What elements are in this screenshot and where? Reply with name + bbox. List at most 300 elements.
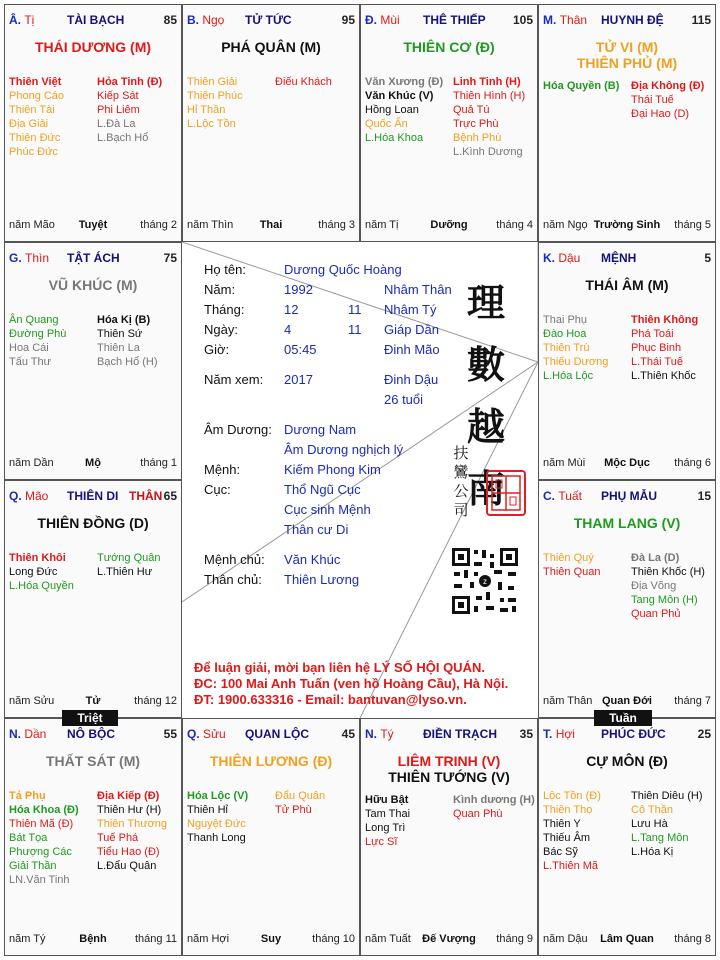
minor-star: Thiên Diêu (H) <box>631 790 703 802</box>
palace-branch <box>9 727 46 741</box>
main-star: LIÊM TRINH (V) <box>397 753 501 769</box>
palace-minor-year: năm Tý <box>9 933 46 945</box>
main-star: THÁI ÂM (M) <box>585 277 669 293</box>
minor-star: Điếu Khách <box>275 76 332 88</box>
main-stars <box>539 277 715 293</box>
palace-footer <box>9 457 177 471</box>
minor-star: Hóa Quyền (B) <box>543 80 620 92</box>
element-value: Thổ Ngũ Cục <box>284 482 361 497</box>
palace-earthly-branch: Thân <box>559 13 588 27</box>
view-year-value: 2017 <box>284 372 313 387</box>
palace-minor-year: năm Dậu <box>543 933 588 945</box>
destiny-lord-label: Mệnh chủ: <box>204 552 265 567</box>
palace-stem-letter: Â. <box>9 13 21 27</box>
minor-star: L.Đẩu Quân <box>97 860 157 872</box>
palace-header <box>9 489 177 503</box>
palace-minor-year: năm Mão <box>9 219 55 231</box>
palace-month: tháng 11 <box>134 933 177 945</box>
palace-month: tháng 3 <box>318 219 355 231</box>
body-position: Thân cư Di <box>284 522 349 537</box>
minor-star: Thiên Hình (H) <box>453 90 526 102</box>
minor-star: Hóa Khoa (Đ) <box>9 804 79 816</box>
palace-major-period: 55 <box>163 727 177 741</box>
palace-header <box>543 251 711 265</box>
palace-footer <box>543 219 711 233</box>
minor-star: L.Thái Tuế <box>631 356 683 368</box>
palace-earthly-branch: Tị <box>24 13 35 27</box>
minor-stars-left <box>543 313 627 383</box>
palace-life-phase: Quan Đới <box>602 695 652 707</box>
minor-star: L.Hóa Kị <box>631 846 674 858</box>
palace-name: HUYNH ĐỆ <box>601 13 664 27</box>
palace-header <box>9 251 177 265</box>
minor-star: Hỉ Thần <box>187 104 226 116</box>
minor-stars-left <box>9 551 93 593</box>
palace-footer <box>365 933 533 947</box>
triet-tag: Triệt <box>62 710 118 726</box>
minor-star: Thiên Hư (H) <box>97 804 162 816</box>
minor-star: Thiên Thương <box>97 818 168 830</box>
minor-star: Lực Sĩ <box>365 836 398 848</box>
palace-month: tháng 10 <box>312 933 355 945</box>
palace-major-period: 105 <box>512 13 533 27</box>
palace-branch <box>543 489 582 503</box>
main-stars <box>539 753 715 769</box>
yin-yang-value: Dương Nam <box>284 422 357 437</box>
body-lord-label: Thân chủ: <box>204 572 262 587</box>
minor-star: Linh Tinh (H) <box>453 76 521 88</box>
day-canchi: Giáp Dần <box>384 322 439 337</box>
main-stars <box>361 753 537 785</box>
yin-yang-label: Âm Dương: <box>204 422 272 437</box>
main-star: VŨ KHÚC (M) <box>48 277 138 293</box>
minor-star: Thái Tuế <box>631 94 674 106</box>
palace-stem-letter: Q. <box>9 489 22 503</box>
palace-minor-year: năm Mùi <box>543 457 586 469</box>
palace-footer <box>9 219 177 233</box>
palace-branch <box>187 727 226 741</box>
palace-month: tháng 9 <box>496 933 533 945</box>
palace-earthly-branch: Ngọ <box>202 13 225 27</box>
palace-month: tháng 8 <box>674 933 711 945</box>
palace-name: MỆNH <box>601 251 637 265</box>
minor-star: Tuế Phá <box>97 832 139 844</box>
minor-star: Thiên Giải <box>187 76 238 88</box>
minor-star: Thiên Hỉ <box>187 804 228 816</box>
minor-star: Đào Hoa <box>543 328 587 340</box>
minor-stars-left <box>9 313 93 369</box>
minor-stars-right <box>631 313 715 383</box>
palace-major-period: 95 <box>341 13 355 27</box>
minor-stars-right <box>275 75 359 89</box>
minor-star: L.Thiên Khốc <box>631 370 696 382</box>
main-stars <box>5 277 181 293</box>
palace-major-period: 65 <box>163 489 177 503</box>
palace-header <box>187 13 355 27</box>
palace-cell[interactable] <box>360 718 538 956</box>
palace-major-period: 5 <box>704 251 711 265</box>
main-stars <box>183 39 359 55</box>
minor-star: Bệnh Phù <box>453 132 502 144</box>
palace-minor-year: năm Sửu <box>9 695 55 707</box>
minor-star: Địa Kiếp (Đ) <box>97 790 160 802</box>
minor-stars-right <box>631 551 715 621</box>
minor-star: Văn Khúc (V) <box>365 90 434 102</box>
hour-label: Giờ: <box>204 342 230 357</box>
palace-cell[interactable] <box>4 242 182 480</box>
palace-name: TẬT ÁCH <box>67 251 120 265</box>
main-stars <box>539 515 715 531</box>
minor-stars-left <box>187 789 271 845</box>
year-label: Năm: <box>204 282 236 297</box>
main-star: THIÊN LƯƠNG (Đ) <box>209 753 333 769</box>
palace-earthly-branch: Dậu <box>558 251 581 265</box>
main-stars <box>5 753 181 769</box>
main-stars <box>5 39 181 55</box>
palace-minor-year: năm Thìn <box>187 219 234 231</box>
destiny-value: Kiếm Phong Kim <box>284 462 381 477</box>
minor-star: L.Thiên Mã <box>543 860 599 872</box>
minor-star: Hồng Loan <box>365 104 419 116</box>
day-label: Ngày: <box>204 322 238 337</box>
minor-star: L.Tang Môn <box>631 832 689 844</box>
minor-star: Thiên Y <box>543 818 581 830</box>
minor-star: Tả Phụ <box>9 790 46 802</box>
minor-star: Lưu Hà <box>631 818 668 830</box>
name-label: Họ tên: <box>204 262 246 277</box>
minor-star: Thiên Mã (Đ) <box>9 818 74 830</box>
minor-star: Thiên Không <box>631 314 699 326</box>
seal-char: 扶 <box>453 444 469 462</box>
palace-cell[interactable] <box>4 4 182 242</box>
palace-stem-letter: K. <box>543 251 555 265</box>
palace-branch <box>543 251 580 265</box>
palace-earthly-branch: Thìn <box>25 251 50 265</box>
palace-name: TÀI BẠCH <box>67 13 125 27</box>
minor-star: Quốc Ấn <box>365 118 408 130</box>
minor-star: Thiên Phúc <box>187 90 243 102</box>
red-seal-stamp <box>486 470 526 516</box>
palace-name: QUAN LỘC <box>245 727 309 741</box>
qr-code-icon <box>450 546 520 616</box>
view-year-label: Năm xem: <box>204 372 264 387</box>
palace-header <box>9 727 177 741</box>
main-star: THIÊN TƯỚNG (V) <box>388 769 510 785</box>
seal-char: 鸞 <box>453 463 469 481</box>
palace-branch <box>365 13 400 27</box>
palace-branch <box>9 251 49 265</box>
minor-star: Bác Sỹ <box>543 846 578 858</box>
palace-major-period: 35 <box>519 727 533 741</box>
minor-stars-right <box>453 793 537 821</box>
minor-star: Thiên Đức <box>9 132 61 144</box>
minor-star: LN.Văn Tinh <box>9 874 70 886</box>
minor-star: Hoa Cái <box>9 342 49 354</box>
minor-star: Trực Phù <box>453 118 499 130</box>
minor-star: Thiên Khôi <box>9 552 66 564</box>
palace-life-phase: Bệnh <box>79 933 107 945</box>
minor-stars-right <box>631 79 715 121</box>
qr-code[interactable] <box>450 546 520 616</box>
minor-stars-left <box>543 789 627 873</box>
minor-star: Tấu Thư <box>9 356 52 368</box>
palace-stem-letter: Q. <box>187 727 200 741</box>
minor-stars-left <box>365 793 449 849</box>
contact-phone-email: ĐT: 1900.633316 - Email: bantuvan@lyso.vn. <box>194 692 467 707</box>
palace-footer <box>9 695 177 709</box>
minor-star: Giải Thần <box>9 860 57 872</box>
minor-stars-right <box>97 75 181 145</box>
main-stars <box>5 515 181 531</box>
palace-stem-letter: N. <box>9 727 21 741</box>
palace-cell[interactable] <box>182 4 360 242</box>
main-stars <box>539 39 715 71</box>
minor-star: Thiên Sứ <box>97 328 143 340</box>
palace-major-period: 25 <box>697 727 711 741</box>
palace-life-phase: Đế Vượng <box>422 933 476 945</box>
palace-minor-year: năm Thân <box>543 695 593 707</box>
palace-stem-letter: G. <box>9 251 22 265</box>
palace-stem-letter: M. <box>543 13 557 27</box>
palace-header <box>543 13 711 27</box>
month-canchi: Nhâm Tý <box>384 302 437 317</box>
minor-star: L.Bạch Hổ <box>97 132 149 144</box>
palace-life-phase: Trường Sinh <box>593 219 661 231</box>
palace-stem-letter: N. <box>365 727 377 741</box>
palace-name: ĐIỀN TRẠCH <box>423 727 497 741</box>
minor-star: Thiếu Dương <box>543 356 609 368</box>
minor-star: Thiên Việt <box>9 76 62 88</box>
hour-value: 05:45 <box>284 342 317 357</box>
main-star: TỬ VI (M) <box>595 39 659 55</box>
minor-stars-right <box>275 789 359 817</box>
palace-header <box>9 13 177 27</box>
calligraphy-char: 南 <box>466 466 505 511</box>
minor-star: Thiếu Âm <box>543 832 591 844</box>
palace-cell[interactable] <box>538 4 716 242</box>
minor-star: Thiên Khốc (H) <box>631 566 705 578</box>
minor-star: Tiểu Hao (Đ) <box>97 846 160 858</box>
palace-major-period: 15 <box>697 489 711 503</box>
palace-footer <box>365 219 533 233</box>
palace-month: tháng 6 <box>674 457 711 469</box>
palace-life-phase: Tuyệt <box>78 219 108 231</box>
palace-major-period: 45 <box>341 727 355 741</box>
palace-footer <box>187 933 355 947</box>
minor-star: Đẩu Quân <box>275 790 326 802</box>
minor-star: Tang Môn (H) <box>631 594 698 606</box>
palace-name: PHÚC ĐỨC <box>601 727 666 741</box>
minor-star: Thiên Tài <box>9 104 55 116</box>
minor-star: Hóa Kị (B) <box>97 314 151 326</box>
palace-branch <box>365 727 394 741</box>
palace-cell[interactable] <box>360 4 538 242</box>
palace-branch <box>9 489 48 503</box>
main-star: THAM LANG (V) <box>573 515 681 531</box>
palace-footer <box>543 933 711 947</box>
palace-branch <box>187 13 224 27</box>
palace-month: tháng 7 <box>674 695 711 707</box>
minor-star: Địa Không (Đ) <box>631 80 705 92</box>
main-star: CỰ MÔN (Đ) <box>586 753 668 769</box>
palace-header <box>365 727 533 741</box>
minor-star: Đường Phù <box>9 328 67 340</box>
minor-stars-left <box>9 75 93 159</box>
palace-cell[interactable] <box>4 718 182 956</box>
palace-life-phase: Mộ <box>85 457 101 469</box>
minor-star: Tam Thai <box>365 808 411 820</box>
palace-footer <box>9 933 177 947</box>
minor-star: Phong Cáo <box>9 90 65 102</box>
minor-star: Lộc Tồn (Đ) <box>543 790 601 802</box>
palace-stem-letter: Đ. <box>365 13 377 27</box>
minor-stars-left <box>187 75 271 131</box>
minor-star: Đà La (D) <box>631 552 680 564</box>
minor-star: Hỏa Tinh (Đ) <box>97 76 163 88</box>
minor-star: Thiên Thọ <box>543 804 593 816</box>
palace-month: tháng 12 <box>134 695 177 707</box>
minor-star: L.Hóa Khoa <box>365 132 424 144</box>
main-star: THIÊN PHỦ (M) <box>576 55 678 71</box>
center-panel <box>182 242 538 718</box>
minor-star: Địa Giải <box>9 118 49 130</box>
minor-star: Quan Phù <box>453 808 503 820</box>
palace-life-phase: Lâm Quan <box>600 933 654 945</box>
minor-star: Ân Quang <box>9 314 59 326</box>
main-star: THIÊN CƠ (Đ) <box>403 39 495 55</box>
palace-earthly-branch: Hợi <box>555 727 575 741</box>
year-value: 1992 <box>284 282 313 297</box>
minor-star: Quan Phủ <box>631 608 681 620</box>
palace-cell[interactable] <box>538 718 716 956</box>
minor-star: L.Thiên Hư <box>97 566 153 578</box>
palace-life-phase: Thai <box>259 219 283 231</box>
palace-name: THIÊN DI <box>67 489 119 503</box>
palace-stem-letter: T. <box>543 727 553 741</box>
minor-star: Thiên Quý <box>543 552 594 564</box>
minor-star: Thiên Trù <box>543 342 590 354</box>
minor-star: Tử Phù <box>275 804 312 816</box>
palace-major-period: 85 <box>163 13 177 27</box>
name-value: Dương Quốc Hoàng <box>284 262 402 277</box>
contact-line-1: Để luận giải, mời bạn liên hệ LÝ SỐ HỘI QUÁN. <box>194 660 485 675</box>
palace-minor-year: năm Tị <box>365 219 399 231</box>
palace-name: THÊ THIẾP <box>423 13 486 27</box>
minor-star: L.Lộc Tồn <box>187 118 236 130</box>
palace-branch <box>543 13 587 27</box>
minor-star: Hóa Lộc (V) <box>187 790 249 802</box>
palace-minor-year: năm Ngọ <box>543 219 588 231</box>
month-value: 12 <box>284 302 299 317</box>
minor-stars-left <box>365 75 449 145</box>
main-stars <box>183 753 359 769</box>
palace-major-period: 115 <box>691 13 711 27</box>
minor-star: Văn Xương (Đ) <box>365 76 444 88</box>
minor-stars-right <box>97 789 181 873</box>
minor-star: Thiên Quan <box>543 566 601 578</box>
minor-star: Thanh Long <box>187 832 246 844</box>
palace-branch <box>543 727 575 741</box>
palace-name: PHỤ MẪU <box>601 489 657 503</box>
month-label: Tháng: <box>204 302 245 317</box>
palace-earthly-branch: Mão <box>25 489 49 503</box>
seal-char: 司 <box>453 501 469 519</box>
minor-star: Bạch Hổ (H) <box>97 356 158 368</box>
palace-earthly-branch: Sửu <box>203 727 226 741</box>
palace-header <box>365 13 533 27</box>
palace-cell[interactable] <box>538 242 716 480</box>
palace-month: tháng 4 <box>496 219 533 231</box>
palace-footer <box>543 695 711 709</box>
palace-footer <box>543 457 711 471</box>
minor-star: Quả Tú <box>453 104 490 116</box>
palace-cell[interactable] <box>538 480 716 718</box>
minor-stars-right <box>631 789 715 859</box>
year-canchi: Nhâm Thân <box>384 282 452 297</box>
palace-branch <box>9 13 34 27</box>
palace-footer <box>187 219 355 233</box>
minor-stars-right <box>97 313 181 369</box>
palace-earthly-branch: Tý <box>380 727 394 741</box>
day-value: 4 <box>284 322 292 337</box>
element-label: Cục: <box>204 482 231 497</box>
main-star: THẤT SÁT (M) <box>45 753 141 769</box>
yin-yang-note: Âm Dương nghịch lý <box>284 442 404 457</box>
palace-life-phase: Suy <box>260 933 282 945</box>
palace-month: tháng 5 <box>674 219 711 231</box>
element-note: Cục sinh Mệnh <box>284 502 371 517</box>
minor-star: Địa Võng <box>631 580 677 592</box>
palace-cell[interactable] <box>4 480 182 718</box>
minor-star: Nguyệt Đức <box>187 818 246 830</box>
minor-star: Hữu Bật <box>365 794 409 806</box>
main-star: PHÁ QUÂN (M) <box>221 39 321 55</box>
minor-stars-left <box>543 551 627 579</box>
month-lunar: 11 <box>348 302 362 317</box>
palace-body-marker: THÂN <box>129 489 163 503</box>
palace-minor-year: năm Tuất <box>365 933 411 945</box>
minor-star: Phúc Đức <box>9 146 58 158</box>
destiny-lord-value: Văn Khúc <box>284 552 341 567</box>
calligraphy-char: 數 <box>466 342 505 387</box>
destiny-label: Mệnh: <box>204 462 241 477</box>
palace-stem-letter: B. <box>187 13 199 27</box>
minor-star: Long Đức <box>9 566 58 578</box>
palace-earthly-branch: Dần <box>24 727 47 741</box>
minor-star: Kiếp Sát <box>97 90 139 102</box>
minor-star: L.Đà La <box>97 118 136 130</box>
palace-minor-year: năm Hợi <box>187 933 230 945</box>
contact-address: ĐC: 100 Mai Anh Tuấn (ven hồ Hoàng Cầu), Hà Nội. <box>194 676 509 691</box>
minor-star: Phục Binh <box>631 342 682 354</box>
minor-star: Đại Hao (D) <box>631 108 690 120</box>
minor-star: Phi Liêm <box>97 104 140 116</box>
seal-char: 公 <box>453 482 469 500</box>
palace-stem-letter: C. <box>543 489 555 503</box>
palace-month: tháng 2 <box>140 219 177 231</box>
minor-star: L.Hóa Quyền <box>9 580 74 592</box>
palace-cell[interactable] <box>182 718 360 956</box>
palace-life-phase: Mộc Dục <box>604 457 650 469</box>
age-value: 26 tuổi <box>384 392 424 407</box>
minor-stars-right <box>453 75 537 159</box>
body-lord-value: Thiên Lương <box>284 572 360 587</box>
minor-star: L.Kình Dương <box>453 146 523 158</box>
calligraphy-char: 理 <box>466 280 505 325</box>
main-stars <box>361 39 537 55</box>
main-star: THÁI DƯƠNG (M) <box>34 39 152 55</box>
palace-header <box>187 727 355 741</box>
